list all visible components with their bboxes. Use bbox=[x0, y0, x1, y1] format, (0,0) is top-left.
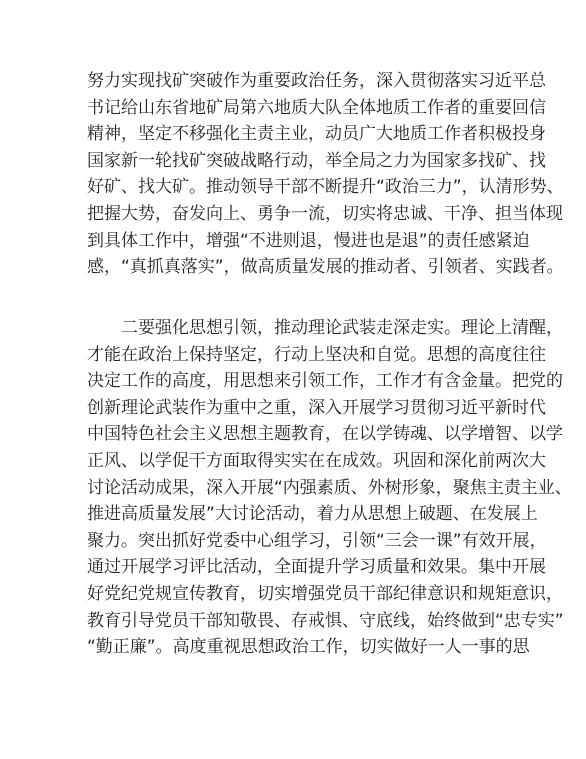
text-line: 好党纪党规宣传教育，切实增强党员干部纪律意识和规矩意识， bbox=[87, 583, 563, 604]
text-line: 创新理论武装作为重中之重，深入开展学习贯彻习近平新时代 bbox=[87, 397, 546, 418]
text-line: 讨论活动成果，深入开展“内强素质、外树形象，聚焦主责主业、 bbox=[87, 477, 572, 498]
text-line: “勤正廉”。高度重视思想政治工作，切实做好一人一事的思 bbox=[87, 637, 530, 658]
text-line: 中国特色社会主义思想主题教育，在以学铸魂、以学增智、以学 bbox=[87, 424, 563, 445]
text-line: 推进高质量发展”大讨论活动，着力从思想上破题、在发展上 bbox=[87, 504, 538, 525]
text-line: 书记给山东省地矿局第六地质大队全体地质工作者的重要回信 bbox=[87, 97, 546, 118]
text-line: 努力实现找矿突破作为重要政治任务，深入贯彻落实习近平总 bbox=[87, 71, 546, 91]
text-line: 把握大势，奋发向上、勇争一流，切实将忠诚、干净、担当体现 bbox=[87, 203, 563, 224]
text-line: 正风、以学促干方面取得实实在在成效。巩固和深化前两次大 bbox=[87, 450, 546, 471]
text-line: 决定工作的高度，用思想来引领工作，工作才有含金量。把党的 bbox=[87, 371, 563, 392]
text-line: 聚力。突出抓好党委中心组学习，引领“三会一课”有效开展， bbox=[87, 530, 547, 551]
text-line: 好矿、找大矿。推动领导干部不断提升“政治三力”，认清形势、 bbox=[87, 177, 564, 198]
text-line: 感，“真抓真落实”，做高质量发展的推动者、引领者、实践者。 bbox=[87, 257, 564, 278]
text-line: 才能在政治上保持坚定，行动上坚决和自觉。思想的高度往往 bbox=[87, 344, 546, 365]
text-line: 精神，坚定不移强化主责主业，动员广大地质工作者积极投身 bbox=[87, 124, 546, 145]
text-line: 二要强化思想引领，推动理论武装走深走实。理论上清醒， bbox=[121, 318, 563, 338]
text-line: 通过开展学习评比活动，全面提升学习质量和效果。集中开展 bbox=[87, 557, 546, 578]
paragraph-1 bbox=[87, 68, 564, 281]
text-line: 国家新一轮找矿突破战略行动，举全局之力为国家多找矿、找 bbox=[87, 150, 546, 171]
text-line: 教育引导党员干部知敬畏、存戒惧、守底线，始终做到“忠专实” bbox=[87, 610, 564, 631]
text-line: 到具体工作中，增强“不进则退，慢进也是退”的责任感紧迫 bbox=[87, 230, 530, 251]
paragraph-2 bbox=[87, 315, 572, 661]
